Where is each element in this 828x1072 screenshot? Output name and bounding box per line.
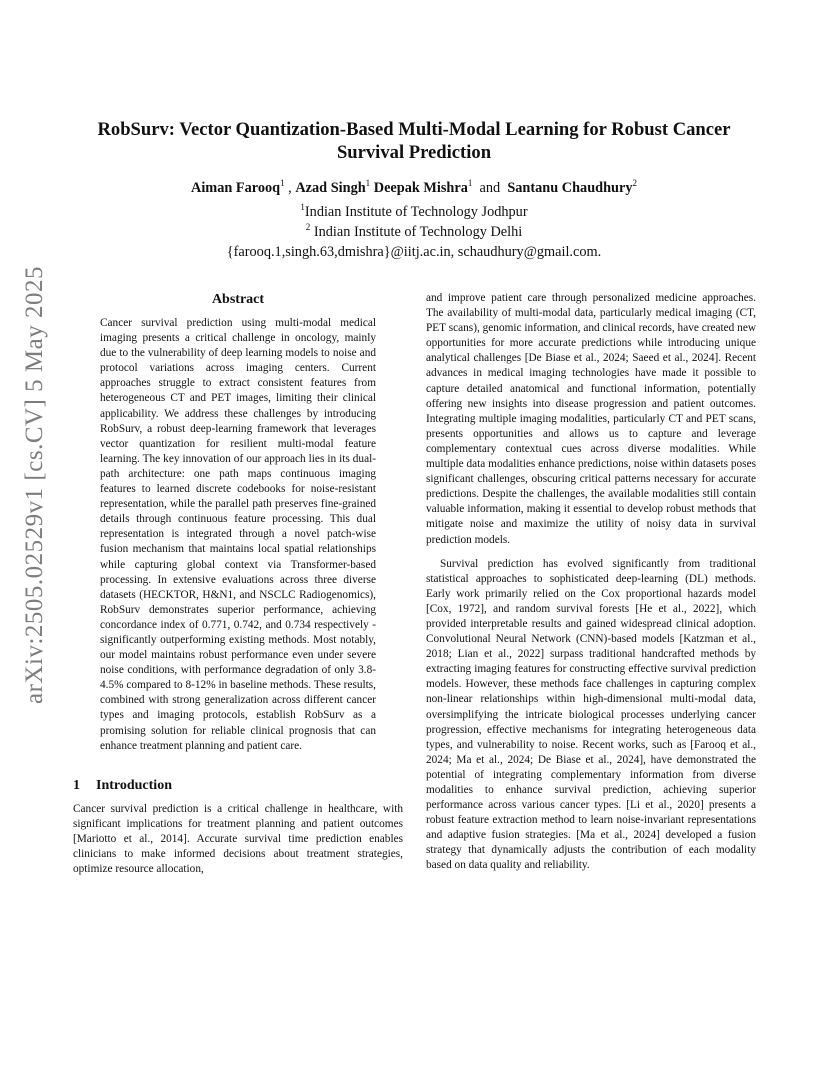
author-affil-mark: 2 <box>632 178 637 189</box>
abstract-heading: Abstract <box>211 292 265 307</box>
abstract-text: Cancer survival prediction using multi-modal medical imaging presents a critical challenge in oncology, mainly due to the vulnerability of deep learning models to noise and protocol variations across imaging centers. Current approaches struggle to extract consistent features from heterogeneous CT and PET images, limiting their clinical applicability. We address these challenges by introducing RobSurv, a robust deep-learning framework that leverages vector quantization for resilient multi-modal feature learning. The key innovation of our approach lies in its dual-path architecture: one path maps continuous imaging features to learned discrete codebooks for noise-resistant representation, while the parallel path preserves fine-grained details through continuous feature processing. This dual representation is integrated through a novel patch-wise fusion mechanism that maintains local spatial relationships while capturing global context via Transformer-based processing. In extensive evaluations across three diverse datasets (HECKTOR, H&N1, and NSCLC Radiogenomics), RobSurv demonstrates superior performance, achieving concordance index of 0.771, 0.742, and 0.734 respectively - significantly outperforming existing methods. Most notably, our model maintains robust performance even under severe noise conditions, with performance degradation of only 3.8-4.5% compared to 8-12% in baseline methods. These results, combined with strong generalization across different cancer types and imaging protocols, establish RobSurv as a promising solution for reliable clinical prognosis that can enhance treatment planning and patient care. <box>100 317 376 752</box>
author-name: Deepak Mishra <box>373 180 468 196</box>
paper-title: RobSurv: Vector Quantization-Based Multi-Modal Learning for Robust Cancer Survival Prediction <box>97 119 731 163</box>
intro-paragraph-2: Survival prediction has evolved significantly from traditional statistical approaches to sophisticated deep-learning (DL) methods. Early work primarily relied on the Cox proportional hazards model [Cox, 1972], and random survival forests [He et al., 2022], which provided interpretable results and gained widespread clinical adoption. Convolutional Neural Network (CNN)-based models [Katzman et al., 2018; Lian et al., 2022] surpass traditional handcrafted methods by extracting imaging features for constructing effective survival prediction models. However, these methods face challenges in capturing complex non-linear relationships within high-dimensional multi-modal data, oversimplifying the intricate biological processes underlying cancer progression, effective mechanisms for integrating heterogeneous data types, and vulnerability to noise. Recent works, such as [Farooq et al., 2024; Ma et al., 2024; De Biase et al., 2024], have demonstrated the potential of integrating complementary information from diverse modalities to enhance survival prediction, achieving superior performance across various cancer types. [Li et al., 2020] presents a robust feature extraction method to learn noise-invariant representations and adaptive fusion strategies. [Ma et al., 2024] developed a fusion strategy that dynamically adjusts the contribution of each modality based on data quality and reliability. <box>426 557 756 872</box>
author-list <box>70 178 758 198</box>
right-column <box>426 291 756 874</box>
left-column <box>73 292 403 877</box>
intro-paragraph-1-cont: and improve patient care through personalized medicine approaches. The availability of multi-modal data, particularly medical imaging (CT, PET scans), genomic information, and clinical records, have created new opportunities for more accurate predictions while introducing unique analytical challenges [De Biase et al., 2024; Saeed et al., 2024]. Recent advances in medical imaging technologies have made it possible to capture detailed anatomical and functional information, potentially offering new insights into disease progression and patient outcomes. Integrating multiple imaging modalities, particularly CT and PET scans, presents opportunities and allows us to capture and leverage complementary contextual cues across diverse modalities. While multiple data modalities enhance predictions, noise within datasets poses significant challenges, obscuring critical patterns necessary for accurate predictions. Despite the challenges, the available modalities still contain valuable information, making it essential to develop robust methods that mitigate noise and maximize the utility of noisy data in survival prediction models. <box>426 292 756 546</box>
section-title: Introduction <box>96 777 172 793</box>
author-separator: , <box>284 180 296 196</box>
author-affil-mark: 1 <box>365 178 371 189</box>
arxiv-stamp <box>18 266 52 704</box>
affiliation-line <box>70 202 758 222</box>
author-separator: and <box>472 180 508 196</box>
author-name: Aiman Farooq <box>191 180 281 196</box>
affiliation-mark: 1 <box>300 202 305 213</box>
arxiv-stamp-text: arXiv:2505.02529v1 [cs.CV] 5 May 2025 <box>21 266 48 704</box>
affiliation-text: Indian Institute of Technology Delhi <box>310 224 523 240</box>
author-affil-mark: 1 <box>467 178 473 189</box>
author-name: Santanu Chaudhury <box>507 180 633 196</box>
affiliation-text: Indian Institute of Technology Jodhpur <box>304 204 528 220</box>
affiliation-mark: 2 <box>305 222 311 233</box>
author-name: Azad Singh <box>295 180 366 196</box>
intro-paragraph-1-start: Cancer survival prediction is a critical challenge in healthcare, with significant implications for treatment planning and patient outcomes [Mariotto et al., 2014]. Accurate survival time prediction enables clinicians to make informed decisions about treatment strategies, optimize resource allocation, <box>73 802 403 876</box>
section-heading <box>73 778 403 794</box>
author-emails: {farooq.1,singh.63,dmishra}@iitj.ac.in, schaudhury@gmail.com. <box>226 244 602 260</box>
affiliations <box>70 202 758 262</box>
affiliation-line <box>70 222 758 242</box>
author-affil-mark: 1 <box>280 178 285 189</box>
section-number: 1 <box>73 777 80 793</box>
